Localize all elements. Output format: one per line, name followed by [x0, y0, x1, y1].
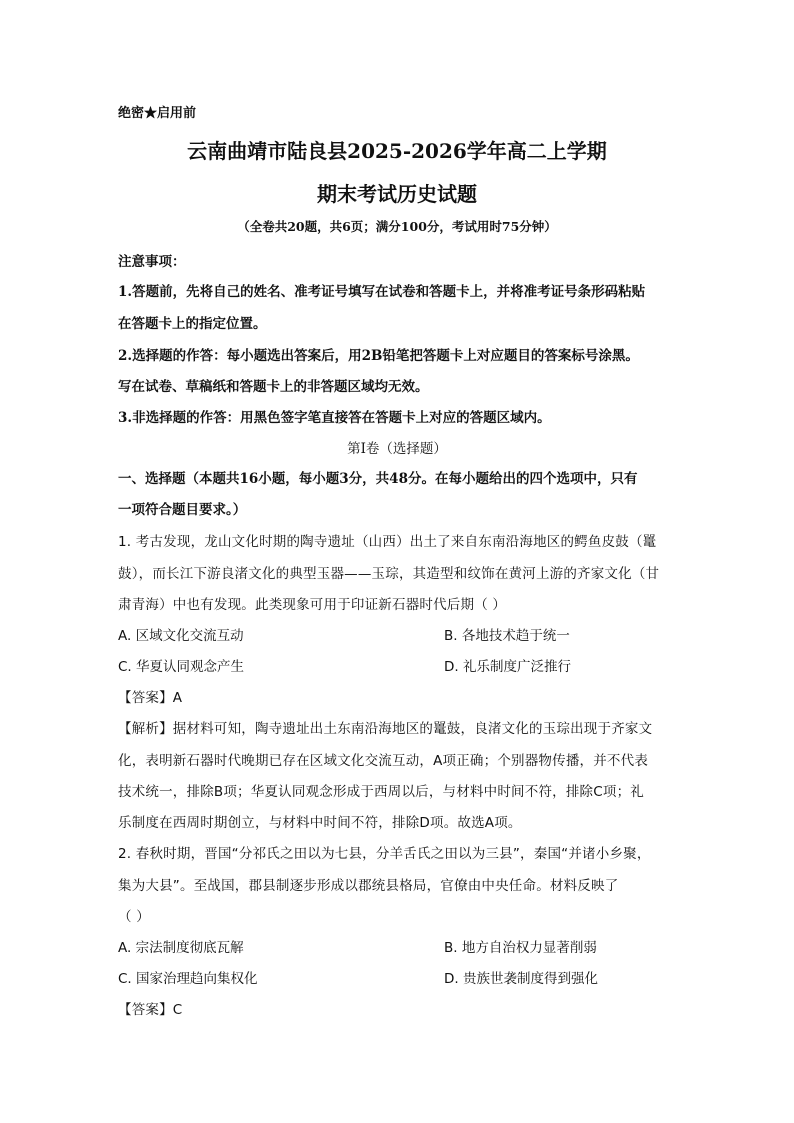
- exam-subtitle: （全卷共20题，共6页；满分100分，考试用时75分钟）: [237, 219, 557, 234]
- secret-mark: 绝密★启用前: [118, 106, 197, 121]
- q2-stem-line: 集为大县”。至战国，郡县制逐步形成以郡统县格局，官僚由中央任命。材料反映了: [118, 878, 619, 894]
- section-heading-line: 一项符合题目要求。）: [118, 502, 247, 518]
- q1-option-a: A. 区域文化交流互动: [118, 628, 244, 644]
- q1-analysis-line: 【解析】据材料可知，陶寺遗址出土东南沿海地区的鼍鼓，良渚文化的玉琮出现于齐家文: [118, 721, 653, 737]
- section-heading-line: 一、选择题（本题共16小题，每小题3分，共48分。在每小题给出的四个选项中，只有: [118, 471, 638, 487]
- notes-line: 写在试卷、草稿纸和答题卡上的非答题区域均无效。: [118, 379, 429, 395]
- notes-line: 3.非选择题的作答：用黑色签字笔直接答在答题卡上对应的答题区域内。: [118, 410, 551, 426]
- q2-option-c: C. 国家治理趋向集权化: [118, 971, 258, 987]
- part1-title: 第Ⅰ卷（选择题）: [347, 441, 447, 457]
- q2-stem-line: （ ）: [118, 909, 150, 925]
- q1-stem-line: 鼓），而长江下游良渚文化的典型玉器——玉琮，其造型和纹饰在黄河上游的齐家文化（甘: [118, 566, 660, 582]
- notes-line: 2.选择题的作答：每小题选出答案后，用2B铅笔把答题卡上对应题目的答案标号涂黑。: [118, 348, 639, 364]
- exam-title-line2: 期末考试历史试题: [317, 182, 477, 206]
- q2-option-a: A. 宗法制度彻底瓦解: [118, 940, 244, 956]
- q2-option-b: B. 地方自治权力显著削弱: [444, 940, 597, 956]
- notes-line: 1.答题前，先将自己的姓名、准考证号填写在试卷和答题卡上，并将准考证号条形码粘贴: [118, 284, 646, 300]
- q2-option-d: D. 贵族世袭制度得到强化: [444, 971, 598, 987]
- q1-option-c: C. 华夏认同观念产生: [118, 659, 245, 675]
- q1-stem-line: 1. 考古发现，龙山文化时期的陶寺遗址（山西）出土了来自东南沿海地区的鳄鱼皮鼓（鼍: [118, 534, 657, 550]
- q2-answer: 【答案】C: [118, 1002, 183, 1018]
- q1-analysis-line: 化，表明新石器时代晚期已存在区域文化交流互动，A项正确；个别器物传播，并不代表: [118, 753, 649, 769]
- q1-option-b: B. 各地技术趋于统一: [444, 628, 570, 644]
- exam-title-line1: 云南曲靖市陆良县2025-2026学年高二上学期: [187, 139, 607, 163]
- q1-stem-line: 肃青海）中也有发现。此类现象可用于印证新石器时代后期（ ）: [118, 597, 507, 613]
- q2-stem-line: 2. 春秋时期，晋国“分祁氏之田以为七县，分羊舌氏之田以为三县”，秦国“并诸小乡聚，: [118, 846, 651, 862]
- notes-line: 在答题卡上的指定位置。: [118, 316, 267, 332]
- q1-answer: 【答案】A: [118, 690, 183, 706]
- q1-analysis-line: 技术统一，排除B项；华夏认同观念形成于西周以后，与材料中时间不符，排除C项；礼: [118, 784, 644, 800]
- q1-analysis-line: 乐制度在西周时期创立，与材料中时间不符，排除D项。故选A项。: [118, 815, 522, 831]
- q1-option-d: D. 礼乐制度广泛推行: [444, 659, 571, 675]
- notes-heading: 注意事项：: [118, 254, 186, 270]
